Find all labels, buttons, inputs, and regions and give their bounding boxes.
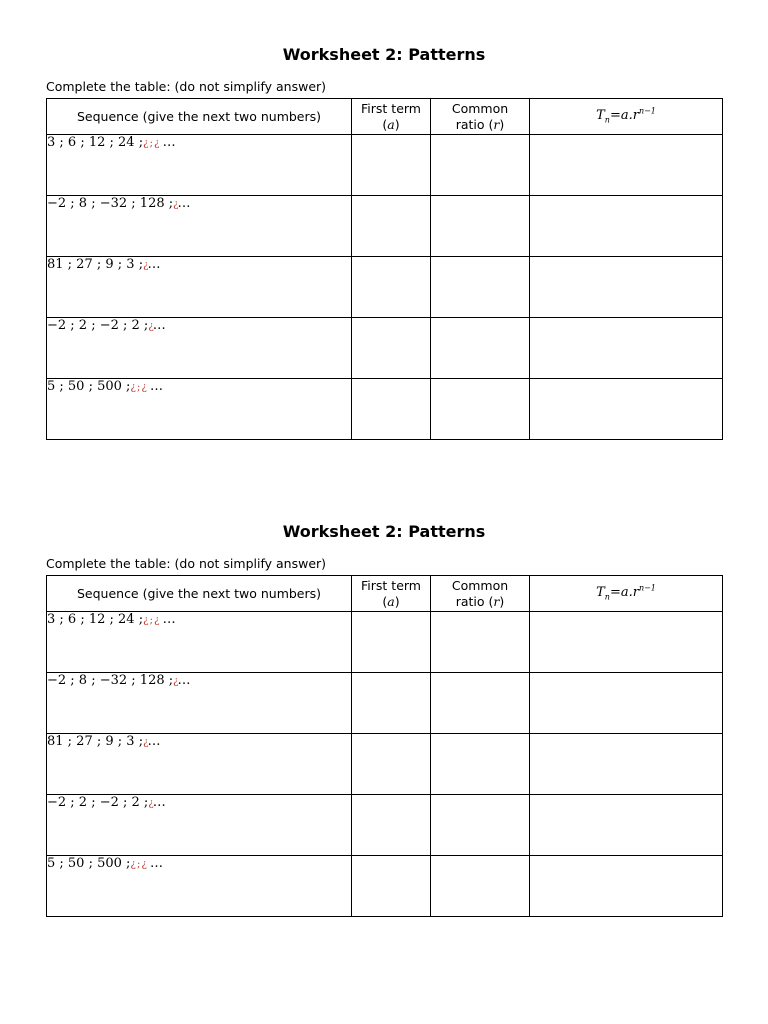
worksheet-title: Worksheet 2: Patterns bbox=[282, 522, 486, 541]
table-row bbox=[47, 795, 723, 856]
sequence-cell: −2 ; 8 ; −32 ; 128 ;¿… bbox=[47, 673, 352, 734]
common-ratio-answer-cell[interactable] bbox=[431, 379, 530, 440]
formula-answer-cell[interactable] bbox=[530, 196, 723, 257]
sequence-cell: 3 ; 6 ; 12 ; 24 ;¿ ; ¿ … bbox=[47, 135, 352, 196]
header-sequence: Sequence (give the next two numbers) bbox=[47, 576, 352, 612]
first-term-answer-cell[interactable] bbox=[352, 135, 431, 196]
table-row bbox=[47, 612, 723, 673]
first-term-answer-cell[interactable] bbox=[352, 795, 431, 856]
table-row bbox=[47, 673, 723, 734]
header-sequence: Sequence (give the next two numbers) bbox=[47, 99, 352, 135]
first-term-answer-cell[interactable] bbox=[352, 318, 431, 379]
first-term-answer-cell[interactable] bbox=[352, 379, 431, 440]
table-row bbox=[47, 734, 723, 795]
common-ratio-answer-cell[interactable] bbox=[431, 734, 530, 795]
table-row bbox=[47, 318, 723, 379]
first-term-answer-cell[interactable] bbox=[352, 257, 431, 318]
sequence-cell: 81 ; 27 ; 9 ; 3 ;¿… bbox=[47, 734, 352, 795]
sequence-cell: 5 ; 50 ; 500 ;¿ ; ¿ … bbox=[47, 856, 352, 917]
worksheet-title: Worksheet 2: Patterns bbox=[282, 45, 486, 64]
sequence-cell: 81 ; 27 ; 9 ; 3 ;¿… bbox=[47, 257, 352, 318]
worksheet-instruction: Complete the table: (do not simplify answer) bbox=[46, 79, 327, 94]
header-common-ratio: Common ratio (r) bbox=[431, 576, 530, 612]
sequence-cell: −2 ; 2 ; −2 ; 2 ;¿… bbox=[47, 318, 352, 379]
formula-answer-cell[interactable] bbox=[530, 318, 723, 379]
first-term-answer-cell[interactable] bbox=[352, 196, 431, 257]
sequence-cell: 5 ; 50 ; 500 ;¿ ; ¿ … bbox=[47, 379, 352, 440]
first-term-answer-cell[interactable] bbox=[352, 734, 431, 795]
formula-answer-cell[interactable] bbox=[530, 795, 723, 856]
table-row bbox=[47, 856, 723, 917]
table-row bbox=[47, 196, 723, 257]
formula-answer-cell[interactable] bbox=[530, 135, 723, 196]
pattern-table bbox=[46, 98, 723, 440]
table-row bbox=[47, 257, 723, 318]
common-ratio-answer-cell[interactable] bbox=[431, 196, 530, 257]
common-ratio-answer-cell[interactable] bbox=[431, 795, 530, 856]
formula-answer-cell[interactable] bbox=[530, 673, 723, 734]
table-header-row bbox=[47, 99, 723, 135]
first-term-answer-cell[interactable] bbox=[352, 612, 431, 673]
first-term-answer-cell[interactable] bbox=[352, 673, 431, 734]
common-ratio-answer-cell[interactable] bbox=[431, 673, 530, 734]
formula-answer-cell[interactable] bbox=[530, 379, 723, 440]
formula-answer-cell[interactable] bbox=[530, 734, 723, 795]
header-first-term: First term (a) bbox=[352, 576, 431, 612]
sequence-cell: −2 ; 8 ; −32 ; 128 ;¿… bbox=[47, 196, 352, 257]
sequence-cell: 3 ; 6 ; 12 ; 24 ;¿ ; ¿ … bbox=[47, 612, 352, 673]
worksheet-instruction: Complete the table: (do not simplify answer) bbox=[46, 556, 327, 571]
header-common-ratio: Common ratio (r) bbox=[431, 99, 530, 135]
table-header-row bbox=[47, 576, 723, 612]
header-general-term-formula: $T_n=a.r^{n-1}$ bbox=[530, 576, 723, 612]
formula-answer-cell[interactable] bbox=[530, 257, 723, 318]
table-row bbox=[47, 135, 723, 196]
common-ratio-answer-cell[interactable] bbox=[431, 318, 530, 379]
sequence-cell: −2 ; 2 ; −2 ; 2 ;¿… bbox=[47, 795, 352, 856]
table-row bbox=[47, 379, 723, 440]
formula-answer-cell[interactable] bbox=[530, 856, 723, 917]
common-ratio-answer-cell[interactable] bbox=[431, 135, 530, 196]
first-term-answer-cell[interactable] bbox=[352, 856, 431, 917]
common-ratio-answer-cell[interactable] bbox=[431, 856, 530, 917]
header-first-term: First term (a) bbox=[352, 99, 431, 135]
formula-answer-cell[interactable] bbox=[530, 612, 723, 673]
header-general-term-formula: $T_n=a.r^{n-1}$ bbox=[530, 99, 723, 135]
common-ratio-answer-cell[interactable] bbox=[431, 257, 530, 318]
pattern-table bbox=[46, 575, 723, 917]
common-ratio-answer-cell[interactable] bbox=[431, 612, 530, 673]
